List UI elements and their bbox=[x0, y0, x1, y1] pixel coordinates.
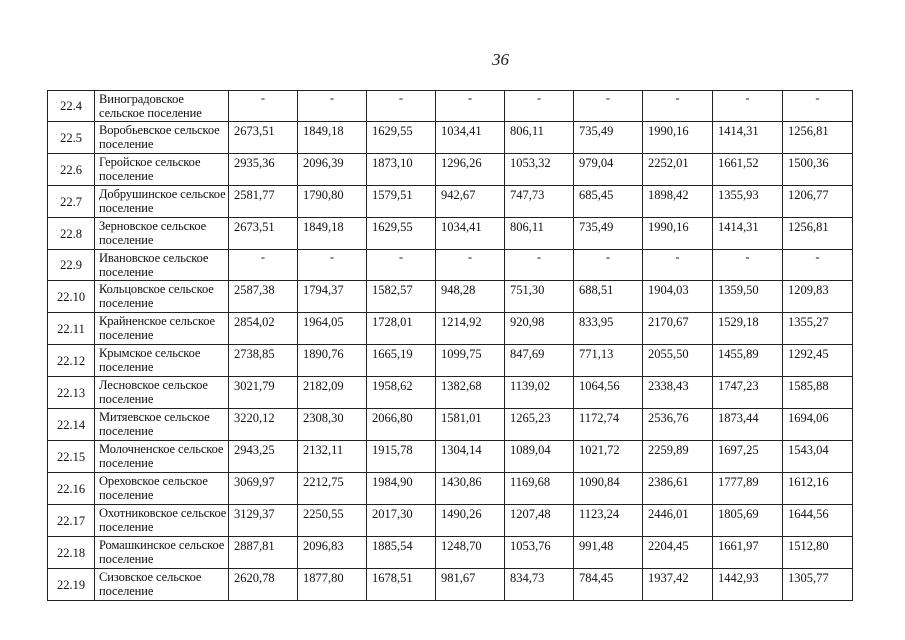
value-cell: 981,67 bbox=[436, 569, 505, 601]
value-cell: 735,49 bbox=[574, 122, 643, 154]
value-cell: 1877,80 bbox=[298, 569, 367, 601]
table-row bbox=[48, 313, 853, 345]
row-number: 22.7 bbox=[48, 186, 95, 218]
value-cell: 1543,04 bbox=[783, 441, 853, 473]
value-cell: 2673,51 bbox=[229, 218, 298, 250]
value-cell: 920,98 bbox=[505, 313, 574, 345]
table-body bbox=[48, 91, 853, 601]
value-cell: 1805,69 bbox=[713, 505, 783, 537]
value-cell: - bbox=[713, 91, 783, 122]
value-cell: 1207,48 bbox=[505, 505, 574, 537]
value-cell: 1500,36 bbox=[783, 154, 853, 186]
row-number: 22.19 bbox=[48, 569, 95, 601]
value-cell: 1678,51 bbox=[367, 569, 436, 601]
value-cell: 1296,26 bbox=[436, 154, 505, 186]
value-cell: 1089,04 bbox=[505, 441, 574, 473]
table-row bbox=[48, 569, 853, 601]
value-cell: 948,28 bbox=[436, 281, 505, 313]
value-cell: 1915,78 bbox=[367, 441, 436, 473]
value-cell: - bbox=[229, 250, 298, 281]
value-cell: 1885,54 bbox=[367, 537, 436, 569]
value-cell: 1529,18 bbox=[713, 313, 783, 345]
value-cell: - bbox=[298, 91, 367, 122]
settlement-name: Молочненское сельское поселение bbox=[95, 441, 229, 473]
value-cell: 2096,83 bbox=[298, 537, 367, 569]
value-cell: 2587,38 bbox=[229, 281, 298, 313]
value-cell: 1990,16 bbox=[643, 218, 713, 250]
value-cell: 1209,83 bbox=[783, 281, 853, 313]
value-cell: 1790,80 bbox=[298, 186, 367, 218]
value-cell: 1021,72 bbox=[574, 441, 643, 473]
value-cell: 1064,56 bbox=[574, 377, 643, 409]
table-row bbox=[48, 377, 853, 409]
row-number: 22.16 bbox=[48, 473, 95, 505]
table-row bbox=[48, 91, 853, 122]
value-cell: 1256,81 bbox=[783, 122, 853, 154]
value-cell: 1747,23 bbox=[713, 377, 783, 409]
value-cell: 751,30 bbox=[505, 281, 574, 313]
row-number: 22.11 bbox=[48, 313, 95, 345]
value-cell: 2943,25 bbox=[229, 441, 298, 473]
table-row bbox=[48, 154, 853, 186]
value-cell: - bbox=[713, 250, 783, 281]
table-row bbox=[48, 537, 853, 569]
value-cell: 2386,61 bbox=[643, 473, 713, 505]
value-cell: 1169,68 bbox=[505, 473, 574, 505]
settlement-name: Ромашкинское сельское поселение bbox=[95, 537, 229, 569]
value-cell: 1582,57 bbox=[367, 281, 436, 313]
value-cell: 685,45 bbox=[574, 186, 643, 218]
value-cell: 1512,80 bbox=[783, 537, 853, 569]
value-cell: 2252,01 bbox=[643, 154, 713, 186]
settlement-name: Кольцовское сельское поселение bbox=[95, 281, 229, 313]
value-cell: 1292,45 bbox=[783, 345, 853, 377]
value-cell: 1034,41 bbox=[436, 218, 505, 250]
settlement-name: Виноградовское сельское поселение bbox=[95, 91, 229, 122]
value-cell: 2096,39 bbox=[298, 154, 367, 186]
value-cell: 2132,11 bbox=[298, 441, 367, 473]
value-cell: 1099,75 bbox=[436, 345, 505, 377]
value-cell: 1697,25 bbox=[713, 441, 783, 473]
value-cell: 2673,51 bbox=[229, 122, 298, 154]
settlement-name: Охотниковское сельское поселение bbox=[95, 505, 229, 537]
value-cell: 979,04 bbox=[574, 154, 643, 186]
settlement-name: Зерновское сельское поселение bbox=[95, 218, 229, 250]
value-cell: 847,69 bbox=[505, 345, 574, 377]
value-cell: - bbox=[505, 250, 574, 281]
value-cell: - bbox=[436, 250, 505, 281]
row-number: 22.5 bbox=[48, 122, 95, 154]
settlement-name: Крымское сельское поселение bbox=[95, 345, 229, 377]
value-cell: 2212,75 bbox=[298, 473, 367, 505]
table-row bbox=[48, 250, 853, 281]
value-cell: 747,73 bbox=[505, 186, 574, 218]
value-cell: - bbox=[643, 250, 713, 281]
value-cell: 1904,03 bbox=[643, 281, 713, 313]
value-cell: 1053,32 bbox=[505, 154, 574, 186]
value-cell: 1248,70 bbox=[436, 537, 505, 569]
table-row bbox=[48, 345, 853, 377]
value-cell: 1265,23 bbox=[505, 409, 574, 441]
value-cell: - bbox=[574, 250, 643, 281]
value-cell: 1382,68 bbox=[436, 377, 505, 409]
value-cell: - bbox=[505, 91, 574, 122]
value-cell: 1728,01 bbox=[367, 313, 436, 345]
value-cell: 1937,42 bbox=[643, 569, 713, 601]
value-cell: 735,49 bbox=[574, 218, 643, 250]
row-number: 22.18 bbox=[48, 537, 95, 569]
page-number: 36 bbox=[492, 50, 509, 69]
value-cell: 688,51 bbox=[574, 281, 643, 313]
value-cell: - bbox=[367, 250, 436, 281]
value-cell: 1034,41 bbox=[436, 122, 505, 154]
value-cell: 1661,97 bbox=[713, 537, 783, 569]
row-number: 22.9 bbox=[48, 250, 95, 281]
value-cell: 2887,81 bbox=[229, 537, 298, 569]
value-cell: 1849,18 bbox=[298, 218, 367, 250]
row-number: 22.6 bbox=[48, 154, 95, 186]
value-cell: 1694,06 bbox=[783, 409, 853, 441]
value-cell: 2017,30 bbox=[367, 505, 436, 537]
table-row bbox=[48, 186, 853, 218]
value-cell: 3129,37 bbox=[229, 505, 298, 537]
value-cell: 2338,43 bbox=[643, 377, 713, 409]
value-cell: 991,48 bbox=[574, 537, 643, 569]
value-cell: 2250,55 bbox=[298, 505, 367, 537]
value-cell: 1430,86 bbox=[436, 473, 505, 505]
table-row bbox=[48, 441, 853, 473]
value-cell: - bbox=[436, 91, 505, 122]
value-cell: 1172,74 bbox=[574, 409, 643, 441]
value-cell: 942,67 bbox=[436, 186, 505, 218]
value-cell: 1414,31 bbox=[713, 218, 783, 250]
row-number: 22.14 bbox=[48, 409, 95, 441]
value-cell: 833,95 bbox=[574, 313, 643, 345]
value-cell: 784,45 bbox=[574, 569, 643, 601]
value-cell: 1455,89 bbox=[713, 345, 783, 377]
value-cell: 2066,80 bbox=[367, 409, 436, 441]
value-cell: - bbox=[783, 91, 853, 122]
value-cell: 1206,77 bbox=[783, 186, 853, 218]
value-cell: 1629,55 bbox=[367, 122, 436, 154]
value-cell: 1123,24 bbox=[574, 505, 643, 537]
table-row bbox=[48, 505, 853, 537]
settlement-name: Сизовское сельское поселение bbox=[95, 569, 229, 601]
value-cell: 806,11 bbox=[505, 122, 574, 154]
value-cell: 1214,92 bbox=[436, 313, 505, 345]
value-cell: 1958,62 bbox=[367, 377, 436, 409]
value-cell: - bbox=[229, 91, 298, 122]
value-cell: 834,73 bbox=[505, 569, 574, 601]
settlement-name: Ивановское сельское поселение bbox=[95, 250, 229, 281]
value-cell: 1490,26 bbox=[436, 505, 505, 537]
table-row bbox=[48, 281, 853, 313]
value-cell: 2935,36 bbox=[229, 154, 298, 186]
value-cell: 2182,09 bbox=[298, 377, 367, 409]
value-cell: 1139,02 bbox=[505, 377, 574, 409]
value-cell: 1665,19 bbox=[367, 345, 436, 377]
table-row bbox=[48, 473, 853, 505]
value-cell: 1442,93 bbox=[713, 569, 783, 601]
table-row bbox=[48, 218, 853, 250]
value-cell: 2446,01 bbox=[643, 505, 713, 537]
value-cell: - bbox=[298, 250, 367, 281]
settlement-name: Митяевское сельское поселение bbox=[95, 409, 229, 441]
value-cell: - bbox=[367, 91, 436, 122]
table-row bbox=[48, 409, 853, 441]
value-cell: 1898,42 bbox=[643, 186, 713, 218]
value-cell: 1090,84 bbox=[574, 473, 643, 505]
row-number: 22.15 bbox=[48, 441, 95, 473]
value-cell: 1873,10 bbox=[367, 154, 436, 186]
settlement-name: Добрушинское сельское поселение bbox=[95, 186, 229, 218]
value-cell: 2204,45 bbox=[643, 537, 713, 569]
value-cell: 1359,50 bbox=[713, 281, 783, 313]
value-cell: 1305,77 bbox=[783, 569, 853, 601]
value-cell: 771,13 bbox=[574, 345, 643, 377]
value-cell: 2536,76 bbox=[643, 409, 713, 441]
value-cell: 2055,50 bbox=[643, 345, 713, 377]
value-cell: 1585,88 bbox=[783, 377, 853, 409]
settlement-name: Ореховское сельское поселение bbox=[95, 473, 229, 505]
tariff-table bbox=[47, 90, 853, 601]
row-number: 22.10 bbox=[48, 281, 95, 313]
settlement-name: Геройское сельское поселение bbox=[95, 154, 229, 186]
value-cell: 1612,16 bbox=[783, 473, 853, 505]
value-cell: 1355,93 bbox=[713, 186, 783, 218]
value-cell: 3021,79 bbox=[229, 377, 298, 409]
value-cell: 1990,16 bbox=[643, 122, 713, 154]
settlement-name: Лесновское сельское поселение bbox=[95, 377, 229, 409]
value-cell: - bbox=[643, 91, 713, 122]
row-number: 22.17 bbox=[48, 505, 95, 537]
value-cell: 1984,90 bbox=[367, 473, 436, 505]
value-cell: 1579,51 bbox=[367, 186, 436, 218]
value-cell: 1355,27 bbox=[783, 313, 853, 345]
value-cell: 806,11 bbox=[505, 218, 574, 250]
row-number: 22.4 bbox=[48, 91, 95, 122]
value-cell: 1964,05 bbox=[298, 313, 367, 345]
value-cell: 3220,12 bbox=[229, 409, 298, 441]
row-number: 22.8 bbox=[48, 218, 95, 250]
value-cell: 1644,56 bbox=[783, 505, 853, 537]
value-cell: 2170,67 bbox=[643, 313, 713, 345]
value-cell: 2854,02 bbox=[229, 313, 298, 345]
value-cell: 1661,52 bbox=[713, 154, 783, 186]
value-cell: 1873,44 bbox=[713, 409, 783, 441]
value-cell: 2738,85 bbox=[229, 345, 298, 377]
value-cell: 1849,18 bbox=[298, 122, 367, 154]
value-cell: 1890,76 bbox=[298, 345, 367, 377]
value-cell: 2259,89 bbox=[643, 441, 713, 473]
settlement-name: Крайненское сельское поселение bbox=[95, 313, 229, 345]
row-number: 22.12 bbox=[48, 345, 95, 377]
value-cell: 2308,30 bbox=[298, 409, 367, 441]
value-cell: 1777,89 bbox=[713, 473, 783, 505]
value-cell: 1629,55 bbox=[367, 218, 436, 250]
settlement-name: Воробьевское сельское поселение bbox=[95, 122, 229, 154]
value-cell: 1304,14 bbox=[436, 441, 505, 473]
value-cell: 2620,78 bbox=[229, 569, 298, 601]
value-cell: - bbox=[574, 91, 643, 122]
value-cell: 1414,31 bbox=[713, 122, 783, 154]
value-cell: - bbox=[783, 250, 853, 281]
value-cell: 2581,77 bbox=[229, 186, 298, 218]
value-cell: 1256,81 bbox=[783, 218, 853, 250]
row-number: 22.13 bbox=[48, 377, 95, 409]
value-cell: 1794,37 bbox=[298, 281, 367, 313]
table-row bbox=[48, 122, 853, 154]
value-cell: 3069,97 bbox=[229, 473, 298, 505]
value-cell: 1581,01 bbox=[436, 409, 505, 441]
value-cell: 1053,76 bbox=[505, 537, 574, 569]
